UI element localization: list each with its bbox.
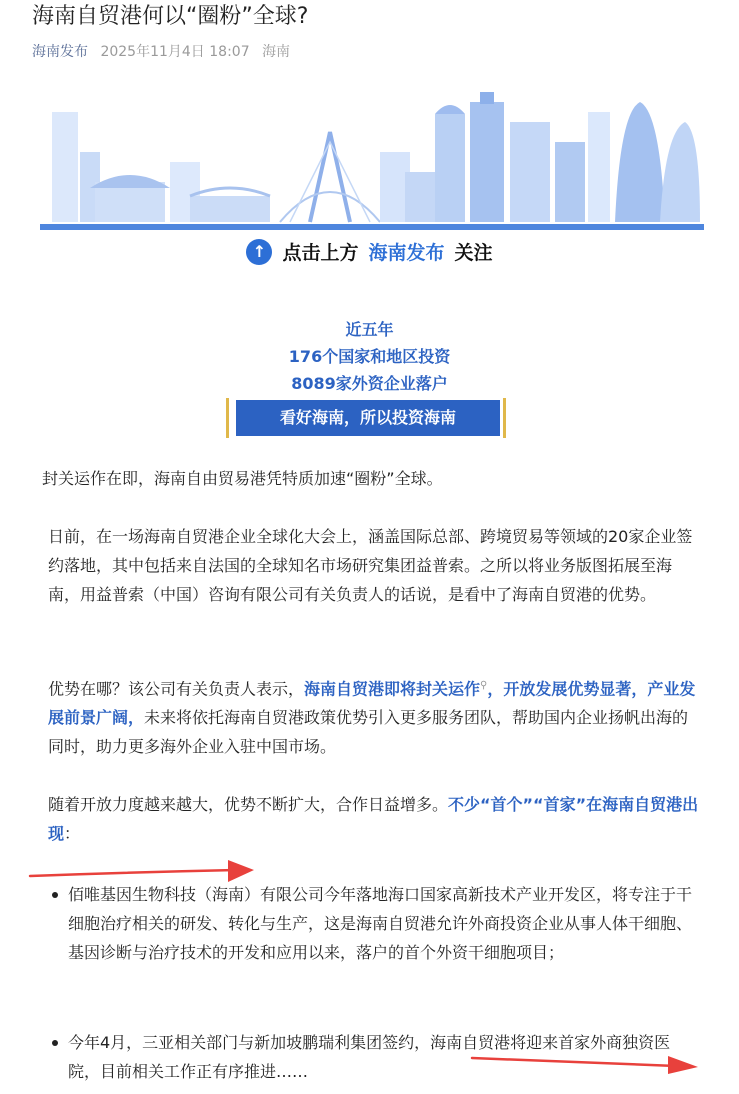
search-icon[interactable]: ⚲ [480, 680, 488, 691]
list-bullet [52, 892, 58, 898]
follow-account-name: 海南发布 [368, 242, 445, 264]
paragraph-firsts [48, 790, 700, 848]
list-bullet [52, 1040, 58, 1046]
p3-search-link[interactable]: 海南自贸港即将封关运作 [304, 679, 481, 699]
highlight-box-text: 看好海南，所以投资海南 [236, 400, 500, 436]
highlight-box [226, 398, 512, 440]
paragraph-advantages [48, 671, 700, 761]
arrow-up-circle-icon: ↑ [246, 239, 272, 265]
p3-text-a: 优势在哪？该公司有关负责人表示， [48, 679, 305, 699]
article-title: 海南自贸港何以“圈粉”全球? [32, 4, 309, 29]
red-arrow-annotation-2 [470, 1052, 702, 1076]
follow-suffix: 关注 [454, 242, 493, 264]
source-account-link[interactable]: 海南发布 [32, 44, 88, 60]
highlight-line-2: 176个国家和地区投资 [288, 347, 451, 366]
paragraph-intro: 封关运作在即，海南自由贸易港凭特质加速“圈粉”全球。 [42, 469, 443, 488]
paragraph-signing: 日前，在一场海南自贸港企业全球化大会上，涵盖国际总部、跨境贸易等领域的20家企业签约落地，其中包括来自法国的全球知名市场研究集团益普索。之所以将业务版图拓展至海南，用益普索（中国）咨询有限公司有关负责人的话说，是看中了海南自贸港的优势。 [48, 527, 693, 604]
list-item: 佰唯基因生物科技（海南）有限公司今年落地海口国家高新技术产业开发区，将专注于干细胞治疗相关的研发、转化与生产，这是海南自贸港允许外商投资企业从事人体干细胞、基因诊断与治疗技术的开发和应用以来，落户的首个外资干细胞项目； [68, 885, 693, 962]
p4-text-a: 随着开放力度越来越大，优势不断扩大，合作日益增多。 [48, 795, 449, 814]
p3-bold-text: ，开放发展优势显著，产业发展前景广阔， [48, 679, 696, 728]
article-meta [32, 42, 290, 62]
city-skyline-banner [40, 92, 704, 232]
list-item: 今年4月，三亚相关部门与新加坡鹏瑞利集团签约，海南自贸港将迎来首家外商独资医院，目前相关工作正有序推进…… [68, 1033, 671, 1081]
publish-location: 海南 [262, 44, 291, 60]
follow-prefix: 点击上方 [282, 242, 359, 264]
p4-colon: ： [64, 824, 81, 843]
highlight-line-1: 近五年 [345, 320, 394, 339]
highlight-line-3: 8089家外资企业落户 [291, 374, 448, 393]
p4-bold-text: 不少“首个”“首家”在海南自贸港出现 [48, 795, 699, 843]
follow-prompt[interactable] [0, 238, 739, 270]
p3-text-d: 未来将依托海南自贸港政策优势引入更多服务团队，帮助国内企业扬帆出海的同时，助力更多海外企业入驻中国市场。 [48, 708, 689, 757]
publish-time: 2025年11月4日 18:07 [100, 44, 250, 60]
